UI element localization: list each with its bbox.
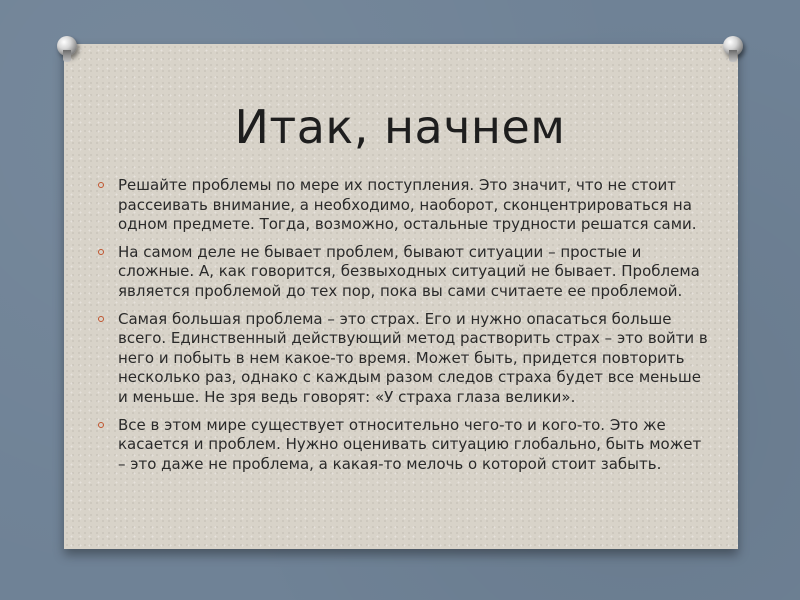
bullet-text-4: Все в этом мире существует относительно чего-то и кого-то. Это же касается и проблем. Нужно оценивать ситуацию глобально, быть может – это даже не проблема, а какая-то мелочь о которой стоит забыть. (118, 415, 702, 473)
bullet-text-2: На самом деле не бывает проблем, бывают ситуации – простые и сложные. А, как говорится, безвыходных ситуаций не бывает. Проблема является проблемой до тех пор, пока вы сами считаете ее проблемой. (118, 242, 700, 300)
bullet-circle-icon (98, 249, 104, 255)
bullet-text-3: Самая большая проблема – это страх. Его и нужно опасаться больше всего. Единственный действующий метод растворить страх – это войти в него и побыть в нем какое-то время. Может быть, придется повторить несколько раз, однако с каждым разом следов страха будет все меньше и меньше. Не зря ведь говорят: «У страха глаза велики». (118, 309, 708, 406)
bullet-circle-icon (98, 316, 104, 322)
bullet-item-2 (98, 243, 708, 302)
bullet-item-1 (98, 176, 708, 235)
bullet-list (98, 176, 708, 482)
pushpin-left-icon (57, 36, 77, 56)
bullet-circle-icon (98, 182, 104, 188)
pushpin-right-icon (723, 36, 743, 56)
bullet-text-1: Решайте проблемы по мере их поступления. Это значит, что не стоит рассеивать внимание, а необходимо, наоборот, сконцентрироваться на одном предмете. Тогда, возможно, остальные трудности решатся сами. (118, 176, 697, 234)
bullet-item-4 (98, 416, 708, 475)
bullet-circle-icon (98, 422, 104, 428)
slide-title: Итак, начнем (234, 100, 566, 154)
bullet-item-3 (98, 310, 708, 408)
